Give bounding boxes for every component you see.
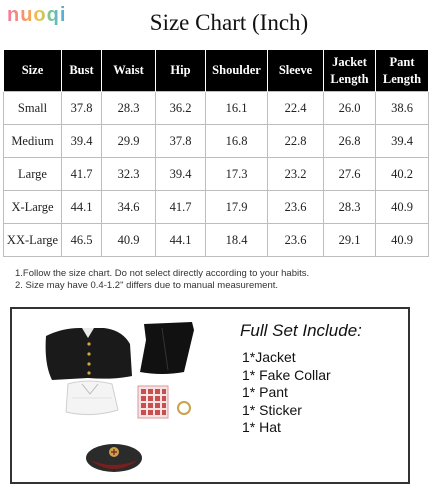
page-title: Size Chart (Inch)	[149, 10, 309, 35]
column-header: Sleeve	[268, 50, 324, 92]
measurement-cell: 40.9	[376, 191, 429, 224]
measurement-cell: 23.6	[268, 224, 324, 257]
measurement-cell: 16.8	[206, 125, 268, 158]
note-2: 2. Size may have 0.4-1.2" differs due to manual measurement.	[15, 280, 279, 291]
measurement-cell: 39.4	[62, 125, 102, 158]
table-header-row	[4, 50, 429, 92]
column-header: Waist	[102, 50, 156, 92]
table-row	[4, 125, 429, 158]
costume-items-illustration	[32, 314, 202, 484]
size-label-cell: Medium	[4, 125, 62, 158]
measurement-cell: 40.9	[102, 224, 156, 257]
measurement-cell: 22.8	[268, 125, 324, 158]
measurement-cell: 40.9	[376, 224, 429, 257]
jacket-image	[46, 328, 132, 380]
size-label-cell: XX-Large	[4, 224, 62, 257]
kit-item: 1*Jacket	[242, 349, 296, 365]
measurement-cell: 26.0	[324, 92, 376, 125]
column-header: Jacket Length	[324, 50, 376, 92]
measurement-cell: 16.1	[206, 92, 268, 125]
measurement-cell: 22.4	[268, 92, 324, 125]
kit-item: 1* Hat	[242, 419, 281, 435]
table-row	[4, 92, 429, 125]
sticker-image	[138, 386, 168, 418]
measurement-cell: 36.2	[156, 92, 206, 125]
measurement-cell: 38.6	[376, 92, 429, 125]
table-row	[4, 158, 429, 191]
kit-heading: Full Set Include:	[240, 321, 362, 340]
size-label-cell: Large	[4, 158, 62, 191]
kit-item: 1* Fake Collar	[242, 366, 331, 383]
measurement-cell: 41.7	[156, 191, 206, 224]
table-row	[4, 224, 429, 257]
column-header: Size	[4, 50, 62, 92]
measurement-cell: 46.5	[62, 224, 102, 257]
measurement-cell: 29.1	[324, 224, 376, 257]
measurement-cell: 44.1	[156, 224, 206, 257]
measurement-cell: 39.4	[376, 125, 429, 158]
measurement-cell: 26.8	[324, 125, 376, 158]
column-header: Shoulder	[206, 50, 268, 92]
pant-image	[140, 322, 194, 374]
ring-image	[178, 402, 190, 414]
kit-item: 1* Pant	[242, 384, 288, 400]
measurement-cell: 29.9	[102, 125, 156, 158]
table-row	[4, 191, 429, 224]
measurement-cell: 23.6	[268, 191, 324, 224]
collar-image	[66, 381, 118, 415]
column-header: Hip	[156, 50, 206, 92]
measurement-cell: 41.7	[62, 158, 102, 191]
measurement-cell: 28.3	[324, 191, 376, 224]
measurement-cell: 39.4	[156, 158, 206, 191]
kit-item-list	[242, 349, 331, 437]
size-label-cell: Small	[4, 92, 62, 125]
logo-text: nuoqi	[7, 4, 67, 26]
note-1: 1.Follow the size chart. Do not select directly according to your habits.	[15, 268, 310, 279]
size-chart-table	[3, 50, 429, 257]
measurement-cell: 23.2	[268, 158, 324, 191]
measurement-cell: 40.2	[376, 158, 429, 191]
kit-item: 1* Sticker	[242, 401, 302, 418]
measurement-cell: 34.6	[102, 191, 156, 224]
size-notes	[15, 268, 309, 292]
size-label-cell: X-Large	[4, 191, 62, 224]
measurement-cell: 17.9	[206, 191, 268, 224]
measurement-cell: 18.4	[206, 224, 268, 257]
column-header: Bust	[62, 50, 102, 92]
kit-contents-panel	[10, 307, 410, 484]
measurement-cell: 17.3	[206, 158, 268, 191]
hat-image	[86, 444, 142, 472]
measurement-cell: 28.3	[102, 92, 156, 125]
measurement-cell: 27.6	[324, 158, 376, 191]
measurement-cell: 32.3	[102, 158, 156, 191]
measurement-cell: 37.8	[62, 92, 102, 125]
measurement-cell: 44.1	[62, 191, 102, 224]
column-header: Pant Length	[376, 50, 429, 92]
measurement-cell: 37.8	[156, 125, 206, 158]
